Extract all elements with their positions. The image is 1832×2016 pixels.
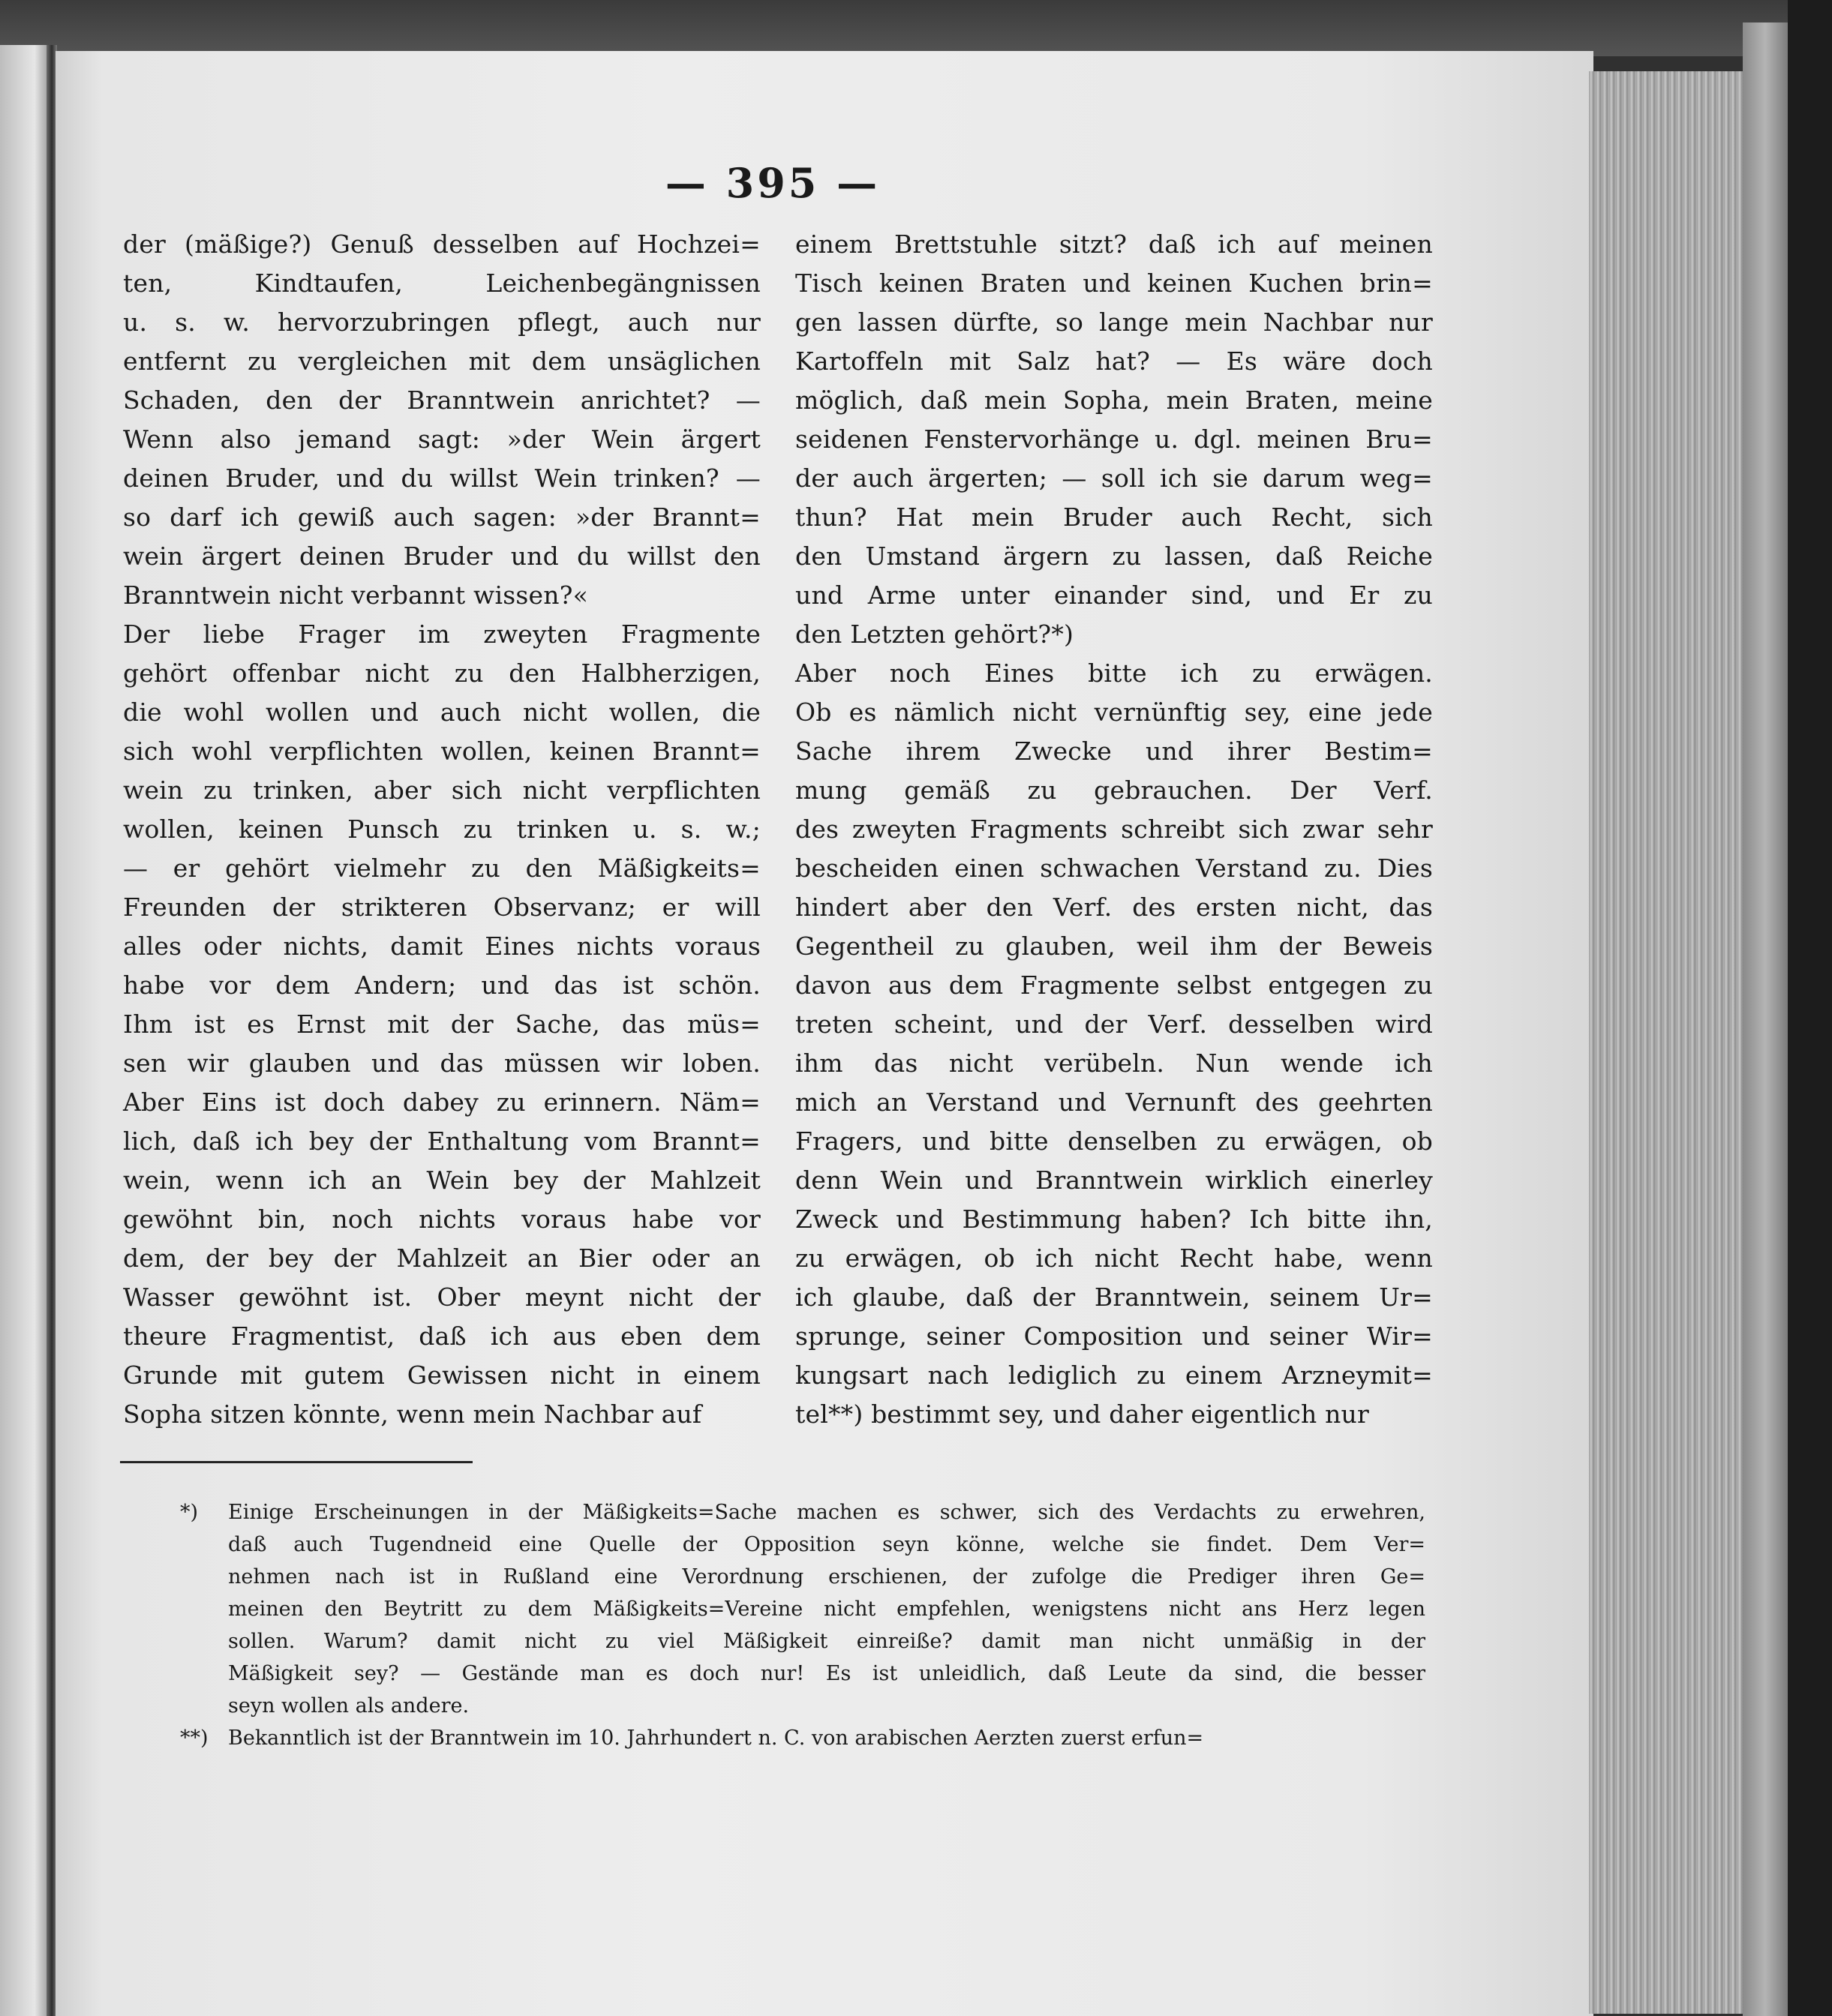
text-line: gen lassen dürfte, so lange mein Nachbar nur [795, 308, 1433, 337]
text-line: Schaden, den der Branntwein anrichtet? — [123, 386, 761, 415]
text-line: einem Brettstuhle sitzt? daß ich auf meinen [795, 230, 1433, 259]
text-line: Wasser gewöhnt ist. Ober meynt nicht der [123, 1282, 761, 1312]
scanner-background-right [1788, 0, 1832, 2016]
text-line: die wohl wollen und auch nicht wollen, die [123, 698, 761, 727]
footnote-text: sollen. Warum? damit nicht zu viel Mäßigkeit einreiße? damit man nicht unmäßig in der [228, 1630, 1425, 1653]
text-line: lich, daß ich bey der Enthaltung vom Brannt= [123, 1126, 761, 1156]
book-cover-edge [1743, 22, 1788, 2016]
text-line: u. s. w. hervorzubringen pflegt, auch nur [123, 308, 761, 337]
text-line: Grunde mit gutem Gewissen nicht in einem [123, 1360, 761, 1390]
footnote-line [120, 1658, 1425, 1690]
text-line: davon aus dem Fragmente selbst entgegen zu [795, 970, 1433, 1000]
text-line: alles oder nichts, damit Eines nichts voraus [123, 932, 761, 961]
text-line: Fragers, und bitte denselben zu erwägen, ob [795, 1126, 1433, 1156]
text-line: Sopha sitzen könnte, wenn mein Nachbar auf [123, 1400, 702, 1429]
text-line: Der liebe Frager im zweyten Fragmente [123, 620, 761, 649]
text-line: Sache ihrem Zwecke und ihrer Bestim= [795, 736, 1433, 766]
text-line: — er gehört vielmehr zu den Mäßigkeits= [123, 854, 761, 883]
text-line: den Letzten gehört?*) [795, 620, 1074, 649]
text-line: wollen, keinen Punsch zu trinken u. s. w.; [123, 814, 761, 844]
text-line: sich wohl verpflichten wollen, keinen Brannt= [123, 736, 761, 766]
text-line: dem, der bey der Mahlzeit an Bier oder an [123, 1244, 761, 1273]
text-line: wein zu trinken, aber sich nicht verpflichten [123, 776, 761, 805]
text-line: treten scheint, und der Verf. desselben wird [795, 1010, 1433, 1039]
facing-page-edge [0, 45, 50, 2016]
footnote-text: nehmen nach ist in Rußland eine Verordnung erschienen, der zufolge die Prediger ihren Ge= [228, 1565, 1425, 1588]
page-block-edge [1589, 71, 1743, 2014]
footnote-text: Einige Erscheinungen in der Mäßigkeits=Sache machen es schwer, sich des Verdachts zu erwehren, [228, 1501, 1425, 1524]
footnote-marker: **) [180, 1726, 209, 1750]
text-line: Aber Eins ist doch dabey zu erinnern. Näm= [123, 1088, 761, 1117]
text-line: mung gemäß zu gebrauchen. Der Verf. [795, 776, 1433, 805]
left-column [123, 225, 761, 1434]
text-line: der (mäßige?) Genuß desselben auf Hochzei= [123, 230, 761, 259]
text-line: wein, wenn ich an Wein bey der Mahlzeit [123, 1166, 761, 1195]
footnote-line [120, 1722, 1425, 1754]
text-line: gehört offenbar nicht zu den Halbherzigen, [123, 658, 761, 688]
text-line: Ob es nämlich nicht vernünftig sey, eine jede [795, 698, 1433, 727]
text-line: deinen Bruder, und du willst Wein trinken? — [123, 464, 761, 493]
footnote-text: meinen den Beytritt zu dem Mäßigkeits=Vereine nicht empfehlen, wenigstens nicht ans Herz legen [228, 1598, 1425, 1621]
footnote-line [120, 1496, 1425, 1528]
text-line: sen wir glauben und das müssen wir loben. [123, 1048, 761, 1078]
text-line: und Arme unter einander sind, und Er zu [795, 580, 1433, 610]
text-line: ten, Kindtaufen, Leichenbegängnissen [123, 268, 761, 298]
text-line: ihm das nicht verübeln. Nun wende ich [795, 1048, 1433, 1078]
text-line: ich glaube, daß der Branntwein, seinem Ur= [795, 1282, 1433, 1312]
text-line: Gegentheil zu glauben, weil ihm der Beweis [795, 932, 1433, 961]
scanner-background [0, 0, 1832, 56]
text-line: Wenn also jemand sagt: »der Wein ärgert [123, 424, 761, 454]
text-line: der auch ärgerten; — soll ich sie darum weg= [795, 464, 1433, 493]
text-line: Ihm ist es Ernst mit der Sache, das müs= [123, 1010, 761, 1039]
text-line: thun? Hat mein Bruder auch Recht, sich [795, 502, 1433, 532]
text-line: Tisch keinen Braten und keinen Kuchen brin= [795, 268, 1433, 298]
page-number: — 395 — [665, 159, 881, 207]
text-line: tel**) bestimmt sey, und daher eigentlich nur [795, 1400, 1369, 1429]
text-line: Branntwein nicht verbannt wissen?« [123, 580, 588, 610]
text-line: Kartoffeln mit Salz hat? — Es wäre doch [795, 346, 1433, 376]
footnote-line [120, 1528, 1425, 1561]
text-line: so darf ich gewiß auch sagen: »der Brannt= [123, 502, 761, 532]
text-line: theure Fragmentist, daß ich aus eben dem [123, 1322, 761, 1351]
text-line: seidenen Fenstervorhänge u. dgl. meinen Bru= [795, 424, 1433, 454]
footnote-line [120, 1625, 1425, 1658]
text-line: habe vor dem Andern; und das ist schön. [123, 970, 761, 1000]
footnote-text: seyn wollen als andere. [228, 1694, 470, 1718]
text-line: Zweck und Bestimmung haben? Ich bitte ihn, [795, 1204, 1433, 1234]
footnote-text: daß auch Tugendneid eine Quelle der Opposition seyn könne, welche sie findet. Dem Ver= [228, 1533, 1425, 1556]
footnote-text: Bekanntlich ist der Branntwein im 10. Jahrhundert n. C. von arabischen Aerzten zuerst erfun= [228, 1726, 1204, 1750]
text-line: Aber noch Eines bitte ich zu erwägen. [795, 658, 1433, 688]
text-line: den Umstand ärgern zu lassen, daß Reiche [795, 542, 1433, 571]
text-line: des zweyten Fragments schreibt sich zwar sehr [795, 814, 1433, 844]
text-line: bescheiden einen schwachen Verstand zu. Dies [795, 854, 1433, 883]
text-line: gewöhnt bin, noch nichts voraus habe vor [123, 1204, 761, 1234]
footnote-line [120, 1593, 1425, 1625]
text-line: möglich, daß mein Sopha, mein Braten, meine [795, 386, 1433, 415]
right-column [795, 225, 1433, 1434]
text-line: kungsart nach lediglich zu einem Arzneymit= [795, 1360, 1433, 1390]
footnote-line [120, 1561, 1425, 1593]
text-line: zu erwägen, ob ich nicht Recht habe, wenn [795, 1244, 1433, 1273]
text-line: entfernt zu vergleichen mit dem unsäglichen [123, 346, 761, 376]
text-line: hindert aber den Verf. des ersten nicht, das [795, 892, 1433, 922]
footnote-marker: *) [180, 1501, 199, 1524]
footnotes [120, 1496, 1425, 1754]
text-line: denn Wein und Branntwein wirklich einerley [795, 1166, 1433, 1195]
footnote-rule [120, 1461, 473, 1463]
text-line: sprunge, seiner Composition und seiner Wir= [795, 1322, 1433, 1351]
text-line: wein ärgert deinen Bruder und du willst den [123, 542, 761, 571]
footnote-text: Mäßigkeit sey? — Geständе man es doch nur! Es ist unleidlich, daß Leute da sind, die besser [228, 1662, 1425, 1685]
text-line: Freunden der strikteren Observanz; er will [123, 892, 761, 922]
text-line: mich an Verstand und Vernunft des geehrten [795, 1088, 1433, 1117]
footnote-line [120, 1690, 1425, 1722]
